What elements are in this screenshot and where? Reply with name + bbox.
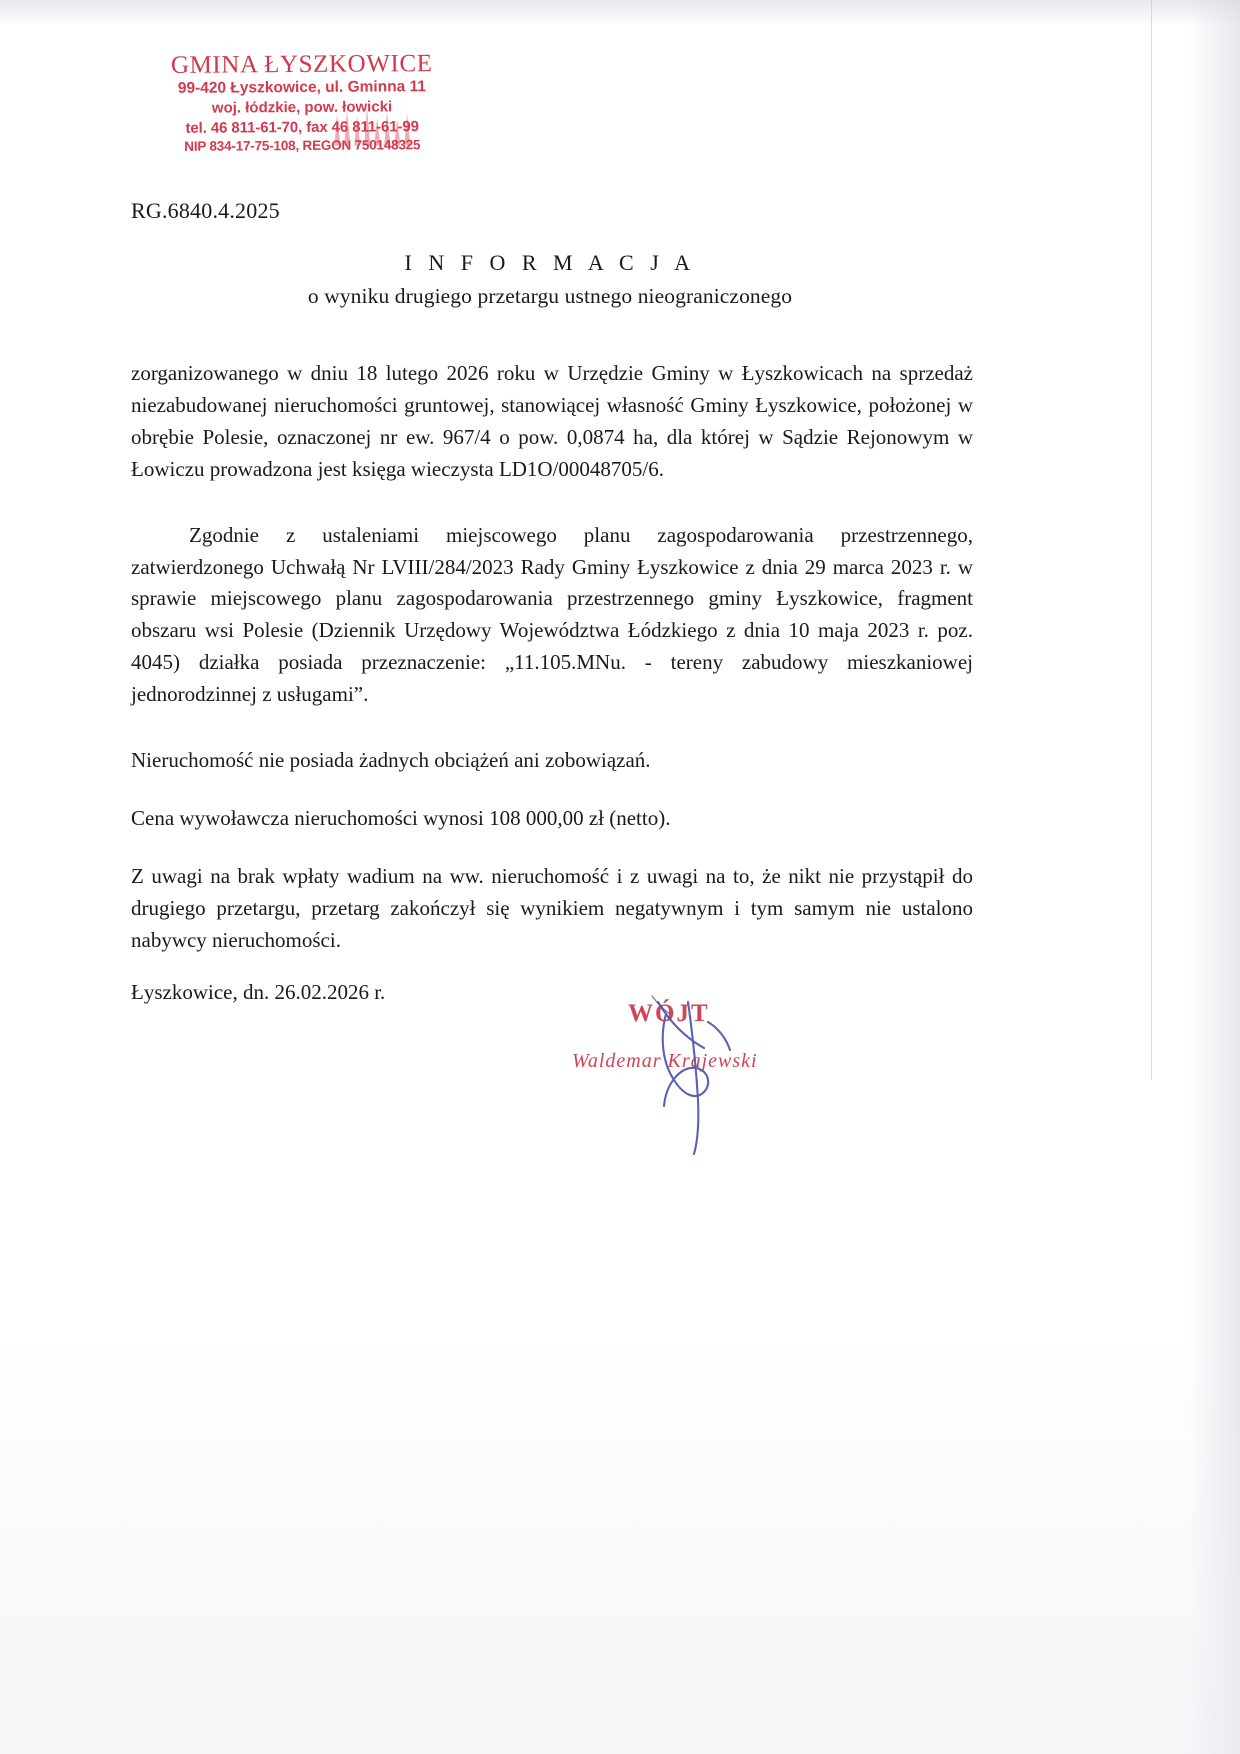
document-reference-number: RG.6840.4.2025 [131,198,280,223]
scan-fold-line [1151,0,1152,1080]
paragraph-starting-price: Cena wywoławcza nieruchomości wynosi 108 000,00 zł (netto). [131,805,671,830]
signature-block [572,1000,900,1160]
place-and-date: Łyszkowice, dn. 26.02.2026 r. [131,980,386,1004]
stamp-contact: tel. 46 811-61-70, fax 46 811-61-99 [185,118,419,137]
signature-role: WÓJT [628,1000,710,1027]
header-stamp [92,51,513,157]
signature-name: Waldemar Krajewski [572,1050,758,1072]
paragraph-zoning-plan: Zgodnie z ustaleniami miejscowego planu zagospodarowania przestrzennego, zatwierdzonego Uchwałą Nr LVIII/284/2023 Rady Gminy Łyszkowice z dnia 29 marca 2023 r. w sprawie miejscowego planu zagospodarowania przestrzennego gminy Łyszkowice, fragment obszaru wsi Polesie (Dziennik Urzędowy Województwa Łódzkiego z dnia 10 maja 2023 r. poz. 4045) działka posiada przeznaczenie: „11.105.MNu. - tereny zabudowy mieszkaniowej jednorodzinnej z usługami”. [131,522,973,707]
stamp-organization: GMINA ŁYSZKOWICE [170,50,433,79]
scan-edge-right [1188,0,1240,1754]
paragraph-no-encumbrances: Nieruchomość nie posiada żadnych obciążeń ani zobowiązań. [131,748,651,773]
document-subtitle: o wyniku drugiego przetargu ustnego nieograniczonego [307,284,793,308]
scan-bottom-tint [0,1324,1240,1754]
paragraph-auction-details: zorganizowanego w dniu 18 lutego 2026 roku w Urzędzie Gminy w Łyszkowicach na sprzedaż niezabudowanej nieruchomości gruntowej, stanowiącej własność Gminy Łyszkowice, położonej w obrębie Polesie, oznaczonej nr ew. 967/4 o pow. 0,0874 ha, dla której w Sądzie Rejonowym w Łowiczu prowadzona jest księga wieczysta LD1O/00048705/6. [131,361,973,481]
stamp-identifiers: NIP 834-17-75-108, REGON 750148325 [184,137,421,155]
document-body [131,358,973,983]
title-block [0,250,1100,309]
scan-edge-top [0,0,1240,26]
stamp-region: woj. łódzkie, pow. łowicki [211,98,393,118]
document-title: I N F O R M A C J A [404,250,696,275]
stamp-address: 99-420 Łyszkowice, ul. Gminna 11 [177,78,427,98]
paragraph-auction-result: Z uwagi na brak wpłaty wadium na ww. nieruchomość i z uwagi na to, że nikt nie przystąpił do drugiego przetargu, przetarg zakończył się wynikiem negatywnym i tym samym nie ustalono nabywcy nieruchomości. [131,863,973,952]
